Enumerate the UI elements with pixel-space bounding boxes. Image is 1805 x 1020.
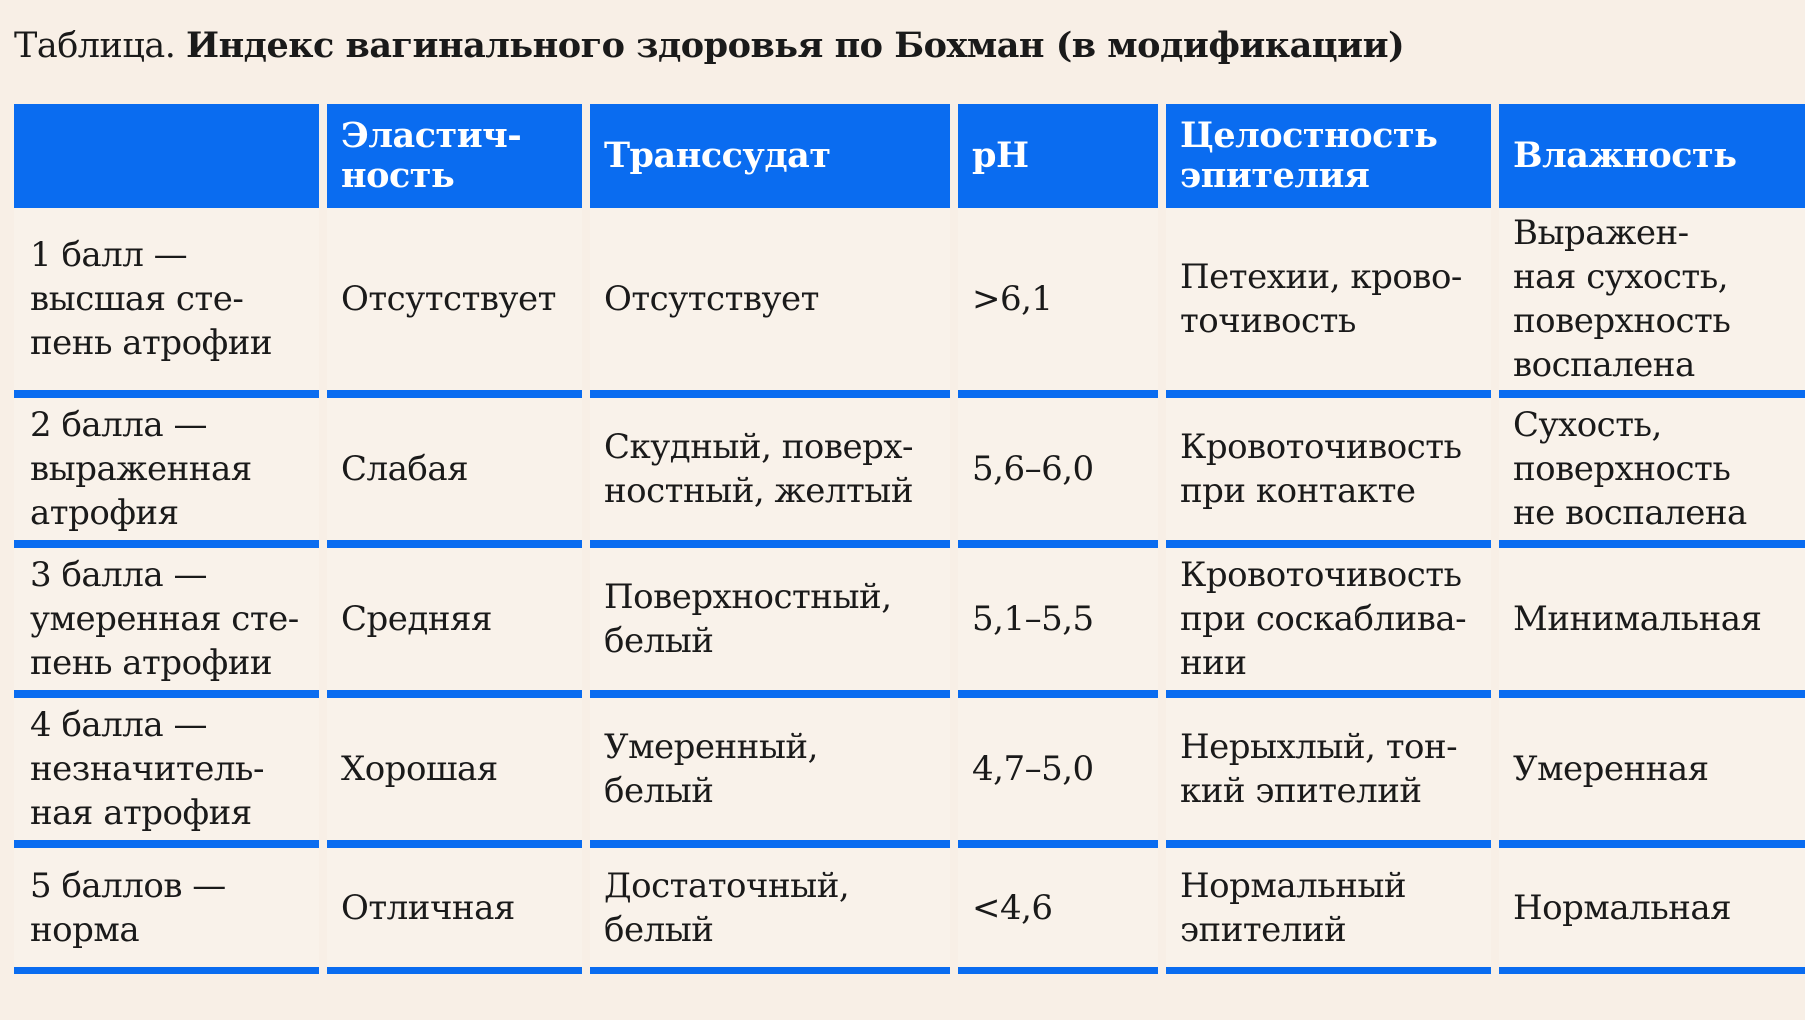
cell-text: 4 балла — незначитель- ная атрофия (30, 705, 264, 833)
table-cell (958, 398, 1158, 548)
table-cell (958, 848, 1158, 974)
cell-text: 4,7–5,0 (972, 749, 1094, 789)
table-cell (1166, 848, 1491, 974)
cell-text: Отличная (341, 887, 515, 928)
cell-text: Петехии, крово- точивость (1180, 257, 1462, 341)
cell-text: 5,6–6,0 (972, 449, 1094, 489)
table-cell (1166, 398, 1491, 548)
cell-text: Кровоточивость при контакте (1180, 427, 1462, 511)
cell-text: 5,1–5,5 (972, 599, 1094, 639)
cell-text: Нормальный эпителий (1180, 865, 1407, 950)
cell-text: Достаточный, белый (604, 865, 850, 950)
table-cell (958, 208, 1158, 398)
cell-text: Минимальная (1513, 599, 1762, 639)
header-cell-transudate (590, 104, 950, 208)
cell-text: Нерыхлый, тон- кий эпителий (1180, 727, 1458, 811)
table-cell (327, 208, 582, 398)
cell-text: Кровоточивость при соскабливa- нии (1180, 555, 1467, 683)
table-cell (958, 548, 1158, 698)
header-text: pH (972, 135, 1029, 176)
header-cell-empty (14, 104, 319, 208)
table-cell (1166, 548, 1491, 698)
table-cell (14, 848, 319, 974)
table-cell (958, 698, 1158, 848)
header-cell-ph (958, 104, 1158, 208)
cell-text: Скудный, поверх- ностный, желтый (604, 427, 914, 511)
table-cell (14, 698, 319, 848)
table-cell (590, 398, 950, 548)
header-cell-elasticity (327, 104, 582, 208)
cell-text: Умеренная (1513, 749, 1709, 789)
header-text: Целостность эпителия (1180, 115, 1438, 196)
table-cell (14, 208, 319, 398)
header-cell-epithelium (1166, 104, 1491, 208)
cell-text: 3 балла — умеренная сте- пень атрофии (30, 555, 299, 683)
cell-text: 5 баллов — норма (30, 865, 226, 950)
header-cell-moisture (1499, 104, 1805, 208)
cell-text: >6,1 (972, 279, 1053, 319)
cell-text: Отсутствует (341, 279, 556, 319)
table-title (14, 22, 1404, 70)
table-cell (1499, 698, 1805, 848)
table-cell (1166, 698, 1491, 848)
cell-text: Отсутствует (604, 279, 819, 319)
cell-text: 2 балла — выраженная атрофия (30, 405, 252, 533)
cell-text: Средняя (341, 599, 492, 639)
table-cell (590, 548, 950, 698)
cell-text: Сухость, поверхность не воспалена (1513, 405, 1747, 533)
table-cell (327, 848, 582, 974)
cell-text: Нормальная (1513, 887, 1732, 928)
table-cell (1166, 208, 1491, 398)
cell-text: 1 балл — высшая сте- пень атрофии (30, 235, 273, 363)
table-cell (590, 698, 950, 848)
cell-text: Хорошая (341, 749, 498, 789)
table-cell (590, 208, 950, 398)
header-text: Транссудат (604, 135, 831, 176)
table-cell (327, 548, 582, 698)
table-cell (327, 698, 582, 848)
header-text: Влажность (1513, 135, 1737, 176)
table-cell (327, 398, 582, 548)
health-index-table (14, 104, 1793, 974)
cell-text: Выражен- ная сухость, поверхность воспалена (1513, 213, 1731, 385)
table-cell (1499, 208, 1805, 398)
cell-text: Умеренный, белый (604, 727, 818, 811)
table-cell (1499, 848, 1805, 974)
cell-text: Слабая (341, 449, 469, 489)
table-cell (14, 548, 319, 698)
cell-text: <4,6 (972, 887, 1053, 928)
cell-text: Поверхностный, белый (604, 577, 892, 661)
table-cell (590, 848, 950, 974)
title-main: Индекс вагинального здоровья по Бохман (в модификации) (186, 25, 1405, 66)
table-cell (1499, 398, 1805, 548)
header-text: Эластич- ность (341, 115, 522, 196)
table-cell (14, 398, 319, 548)
title-lead: Таблица. (14, 26, 176, 66)
table-cell (1499, 548, 1805, 698)
